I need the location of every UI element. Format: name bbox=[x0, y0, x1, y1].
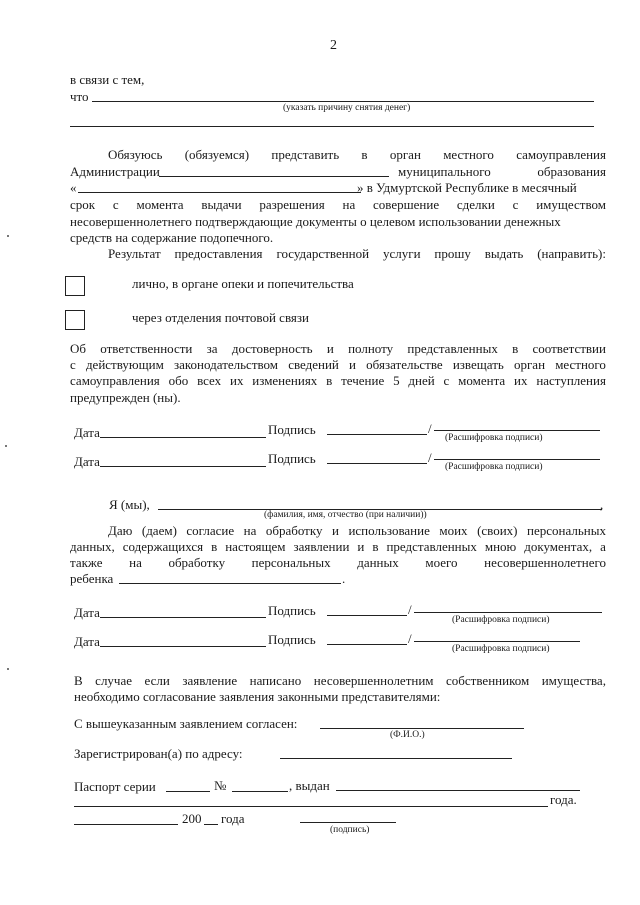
word: случае bbox=[95, 673, 133, 688]
signature-label-2: Подпись bbox=[268, 451, 316, 466]
page-number: 2 bbox=[330, 38, 337, 53]
issue-day-month-field[interactable] bbox=[74, 824, 178, 825]
word: на bbox=[342, 197, 356, 212]
signature-decoding-hint-4: (Расшифровка подписи) bbox=[452, 644, 550, 654]
administration-field[interactable] bbox=[159, 176, 389, 177]
reason-hint: (указать причину снятия денег) bbox=[283, 103, 411, 113]
word: разрешения bbox=[259, 197, 325, 212]
signature-slash-2: / bbox=[428, 450, 432, 465]
commitment-row-1 bbox=[108, 147, 606, 162]
word: имущества, bbox=[541, 673, 606, 688]
signature-slash-4: / bbox=[408, 631, 412, 646]
word: совершение bbox=[373, 197, 440, 212]
reason-intro: в связи с тем, bbox=[70, 72, 145, 87]
address-field[interactable] bbox=[280, 758, 512, 759]
word: дней bbox=[408, 373, 435, 388]
date-field-4[interactable] bbox=[100, 646, 266, 647]
signature-decoding-hint-3: (Расшифровка подписи) bbox=[452, 615, 550, 625]
word: персональных bbox=[527, 523, 606, 538]
word: с bbox=[70, 357, 76, 372]
issued-label: , выдан bbox=[289, 778, 330, 793]
word: их bbox=[514, 373, 528, 388]
word: представленных bbox=[407, 341, 498, 356]
responsibility-row-2 bbox=[70, 357, 606, 372]
signature-slash-3: / bbox=[408, 602, 412, 617]
word: моих bbox=[439, 523, 468, 538]
word: орган bbox=[389, 147, 421, 162]
responsibility-row-3 bbox=[70, 373, 606, 388]
signature-label: Подпись bbox=[268, 422, 316, 437]
word: момента bbox=[458, 373, 506, 388]
word: Даю bbox=[108, 523, 133, 538]
word: ответственности bbox=[100, 341, 193, 356]
issued-year-end: года. bbox=[550, 792, 577, 807]
word: с bbox=[112, 197, 119, 212]
final-signature-field[interactable] bbox=[300, 822, 396, 823]
responsibility-row-1 bbox=[70, 341, 606, 356]
word: сделки bbox=[456, 197, 495, 212]
word: государственной bbox=[276, 246, 370, 261]
fio-hint: (Ф.И.О.) bbox=[390, 730, 425, 740]
word: местного bbox=[555, 357, 606, 372]
word: муниципального bbox=[398, 164, 491, 179]
word: 5 bbox=[393, 373, 400, 388]
agree-label: С вышеуказанным заявлением согласен: bbox=[74, 716, 298, 731]
agree-fio-field[interactable] bbox=[320, 728, 524, 729]
word: с bbox=[512, 197, 519, 212]
consent-row-3 bbox=[70, 555, 606, 570]
word: представить bbox=[271, 147, 340, 162]
date-field-2[interactable] bbox=[100, 466, 266, 467]
passport-number-label: № bbox=[214, 778, 227, 793]
word: если bbox=[144, 673, 170, 688]
commitment-row-5: несовершеннолетнего подтверждающие документы о целевом использовании денежных bbox=[70, 214, 561, 229]
word: согласие bbox=[186, 523, 235, 538]
word: Об bbox=[70, 341, 87, 356]
full-name-hint: (фамилия, имя, отчество (при наличии)) bbox=[264, 510, 427, 520]
commitment-row-4 bbox=[70, 197, 606, 212]
word: услуги bbox=[382, 246, 421, 261]
word: за bbox=[206, 341, 218, 356]
word: собственником bbox=[446, 673, 530, 688]
full-name-comma: , bbox=[600, 497, 604, 512]
word: достоверность bbox=[231, 341, 313, 356]
word: данных bbox=[357, 555, 399, 570]
word: с bbox=[443, 373, 450, 388]
municipality-name-field[interactable] bbox=[78, 192, 361, 193]
word: а bbox=[600, 539, 606, 554]
signature-decoding-field-2[interactable] bbox=[434, 459, 600, 460]
word: в bbox=[361, 147, 368, 162]
word: сведений bbox=[288, 357, 339, 372]
word: (обязуемся) bbox=[184, 147, 250, 162]
consent-child-end: . bbox=[342, 571, 346, 586]
scan-speck bbox=[5, 445, 7, 447]
consent-child: ребенка bbox=[70, 571, 114, 586]
signature-label-4: Подпись bbox=[268, 632, 316, 647]
word: обязательстве bbox=[366, 357, 443, 372]
word: в bbox=[512, 341, 519, 356]
word: всех bbox=[197, 373, 222, 388]
commitment-administration: Администрации bbox=[70, 164, 160, 179]
word: орган bbox=[513, 357, 546, 372]
word: законодательством bbox=[174, 357, 279, 372]
consent-row-2 bbox=[70, 539, 606, 554]
in-person-label: лично, в органе опеки и попечительства bbox=[132, 276, 354, 291]
word: изменениях bbox=[252, 373, 318, 388]
word: их bbox=[229, 373, 244, 388]
commitment-row-7 bbox=[108, 246, 606, 261]
word: выдачи bbox=[201, 197, 242, 212]
word: на bbox=[129, 555, 142, 570]
year-prefix: 200 bbox=[182, 811, 202, 826]
word: наступления bbox=[536, 373, 606, 388]
signature-label-3: Подпись bbox=[268, 603, 316, 618]
word: (направить): bbox=[537, 246, 606, 261]
word: заявление bbox=[182, 673, 238, 688]
word: содержащихся bbox=[122, 539, 204, 554]
reason-that: что bbox=[70, 89, 89, 104]
word: (своих) bbox=[477, 523, 518, 538]
signature-decoding-field-3[interactable] bbox=[414, 612, 602, 613]
postal-checkbox[interactable] bbox=[65, 310, 85, 330]
word: обработку bbox=[265, 523, 323, 538]
word: течение bbox=[341, 373, 385, 388]
issued-by-field-continued[interactable] bbox=[74, 806, 548, 807]
word: извещать bbox=[452, 357, 504, 372]
word: самоуправления bbox=[516, 147, 606, 162]
word: представленных bbox=[386, 539, 477, 554]
word: и bbox=[357, 539, 365, 554]
year-suffix: года bbox=[221, 811, 245, 826]
signature-slash: / bbox=[428, 421, 432, 436]
word: действующим bbox=[85, 357, 164, 372]
word: самоуправления bbox=[70, 373, 160, 388]
word: выдать bbox=[484, 246, 524, 261]
child-name-field[interactable] bbox=[119, 583, 341, 584]
word: (даем) bbox=[141, 523, 177, 538]
signature-decoding-field-4[interactable] bbox=[414, 641, 580, 642]
date-label-4: Дата bbox=[74, 634, 100, 649]
word: несовершеннолетнего bbox=[484, 555, 606, 570]
word: моего bbox=[425, 555, 458, 570]
registered-label: Зарегистрирован(а) по адресу: bbox=[74, 746, 243, 761]
signature-field-4[interactable] bbox=[327, 644, 407, 645]
date-field-3[interactable] bbox=[100, 617, 266, 618]
word: заявлении bbox=[293, 539, 350, 554]
date-label-3: Дата bbox=[74, 605, 100, 620]
passport-number-field[interactable] bbox=[232, 791, 288, 792]
year-suffix-field[interactable] bbox=[204, 824, 218, 825]
word: на bbox=[243, 523, 257, 538]
signature-decoding-field[interactable] bbox=[434, 430, 600, 431]
word: местного bbox=[443, 147, 494, 162]
signature-field-3[interactable] bbox=[327, 615, 407, 616]
word: и bbox=[326, 341, 334, 356]
word: полноту bbox=[348, 341, 394, 356]
word: мною bbox=[484, 539, 517, 554]
word: имуществом bbox=[536, 197, 606, 212]
word: в bbox=[326, 373, 333, 388]
word: и bbox=[331, 523, 339, 538]
consent-me: Я (мы), bbox=[109, 497, 150, 512]
commitment-municipal bbox=[398, 164, 606, 179]
postal-label: через отделения почтовой связи bbox=[132, 310, 309, 325]
signature-field-2[interactable] bbox=[327, 463, 427, 464]
signature-decoding-hint: (Расшифровка подписи) bbox=[445, 433, 543, 443]
word: прошу bbox=[434, 246, 471, 261]
in-person-checkbox[interactable] bbox=[65, 276, 85, 296]
word: образования bbox=[537, 164, 606, 179]
word: несовершеннолетним bbox=[313, 673, 434, 688]
date-field[interactable] bbox=[100, 437, 266, 438]
word: персональных bbox=[251, 555, 331, 570]
word: срок bbox=[70, 197, 96, 212]
final-signature-hint: (подпись) bbox=[330, 825, 370, 835]
word: данных, bbox=[70, 539, 115, 554]
word: Результат bbox=[108, 246, 161, 261]
commitment-row-6: средств на содержание подопечного. bbox=[70, 230, 274, 245]
word: соответствии bbox=[532, 341, 606, 356]
minor-row-1 bbox=[74, 673, 606, 688]
scan-speck bbox=[7, 235, 9, 237]
signature-decoding-hint-2: (Расшифровка подписи) bbox=[445, 462, 543, 472]
reason-field-continued[interactable] bbox=[70, 126, 594, 127]
responsibility-row-4: предупрежден (ны). bbox=[70, 390, 181, 405]
word: использование bbox=[348, 523, 430, 538]
date-label: Дата bbox=[74, 425, 100, 440]
word: в bbox=[211, 539, 218, 554]
word: также bbox=[70, 555, 103, 570]
reason-field[interactable] bbox=[92, 101, 594, 102]
word: предоставления bbox=[174, 246, 263, 261]
word: документах, bbox=[524, 539, 593, 554]
word: написано bbox=[249, 673, 302, 688]
word: Обязуюсь bbox=[108, 147, 163, 162]
minor-row-2: необходимо согласование заявления законными представителями: bbox=[74, 689, 441, 704]
word: настоящем bbox=[225, 539, 286, 554]
consent-row-1 bbox=[108, 523, 606, 538]
date-label-2: Дата bbox=[74, 454, 100, 469]
word: обработку bbox=[168, 555, 226, 570]
scan-speck bbox=[7, 668, 9, 670]
commitment-region: » в Удмуртской Республике в месячный bbox=[357, 180, 577, 195]
quote-open: « bbox=[70, 180, 77, 195]
word: момента bbox=[136, 197, 184, 212]
passport-series-field[interactable] bbox=[166, 791, 210, 792]
word: обо bbox=[168, 373, 189, 388]
word: В bbox=[74, 673, 83, 688]
word: и bbox=[349, 357, 357, 372]
signature-field[interactable] bbox=[327, 434, 427, 435]
passport-label: Паспорт серии bbox=[74, 779, 156, 794]
word: в bbox=[372, 539, 379, 554]
issued-by-field[interactable] bbox=[336, 790, 580, 791]
